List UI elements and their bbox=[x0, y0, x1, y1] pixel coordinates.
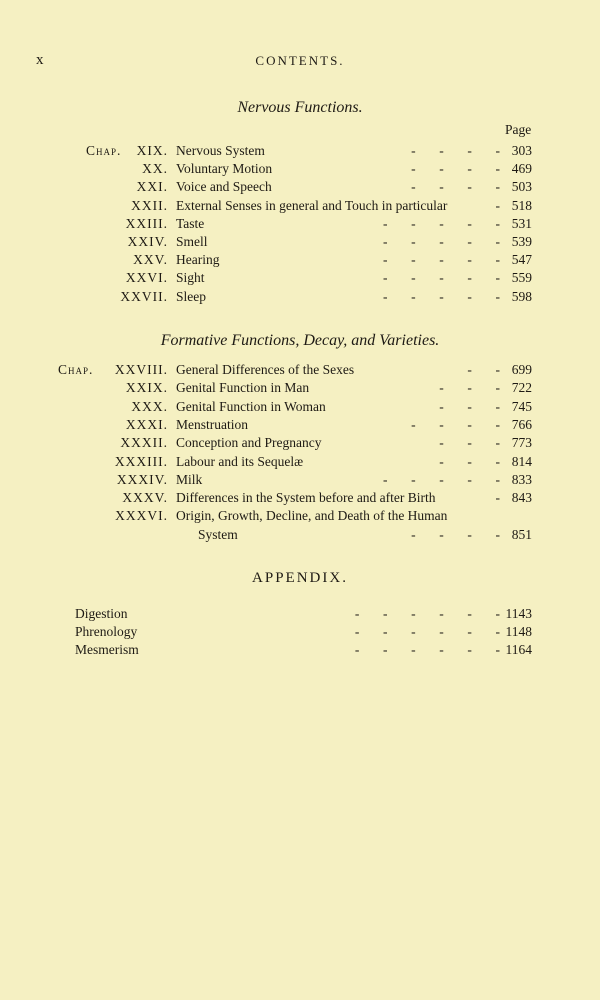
page-number: 598 bbox=[511, 288, 532, 304]
dot-leaders: - - - - - bbox=[383, 252, 500, 268]
dot-leaders: - - - bbox=[439, 380, 500, 396]
page-number: 766 bbox=[511, 416, 532, 432]
chapter-numeral: XXIX. bbox=[125, 380, 168, 396]
dot-leaders: - - - bbox=[439, 453, 500, 469]
page-number: 469 bbox=[511, 161, 532, 177]
chapter-title: Differences in the System before and after Birth bbox=[176, 490, 436, 506]
running-head: CONTENTS. bbox=[255, 53, 345, 68]
toc-entry bbox=[0, 434, 600, 452]
chapter-title: General Differences of the Sexes bbox=[176, 362, 355, 377]
appendix-title: Digestion bbox=[75, 606, 128, 621]
chapter-title: Sleep bbox=[176, 288, 206, 304]
toc-entry bbox=[0, 471, 600, 489]
chapter-title: Sight bbox=[176, 270, 205, 286]
dot-leaders: - bbox=[495, 197, 500, 213]
page-number: 699 bbox=[511, 362, 532, 377]
chapter-title: Hearing bbox=[176, 252, 220, 268]
chapter-title: External Senses in general and Touch in particular bbox=[176, 197, 448, 213]
toc-entry bbox=[0, 178, 600, 196]
dot-leaders: - - - - bbox=[411, 143, 500, 158]
dot-leaders: - - - - - bbox=[383, 270, 500, 286]
page-column-label: Page bbox=[505, 122, 532, 137]
chapter-numeral: XXV. bbox=[133, 252, 168, 268]
page-number: 303 bbox=[511, 143, 532, 158]
chapter-numeral: XXX. bbox=[131, 398, 168, 414]
dot-leaders: - - - - - bbox=[383, 215, 500, 231]
section-heading-formative: Formative Functions, Decay, and Varieties. bbox=[160, 332, 440, 349]
chapter-numeral: XXI. bbox=[136, 179, 168, 195]
chapter-abbreviation: Chap. bbox=[58, 362, 94, 377]
toc-entry bbox=[0, 160, 600, 178]
toc-entry bbox=[0, 251, 600, 269]
toc-entry bbox=[0, 507, 600, 525]
chapter-abbreviation: Chap. bbox=[86, 143, 122, 158]
page-number: 547 bbox=[511, 252, 532, 268]
dot-leaders: - - - bbox=[439, 435, 500, 451]
page-number: 843 bbox=[511, 490, 532, 506]
dot-leaders: - - - - bbox=[411, 416, 500, 432]
chapter-title: Genital Function in Man bbox=[176, 380, 310, 396]
toc-entry bbox=[0, 416, 600, 434]
chapter-title: Genital Function in Woman bbox=[176, 398, 326, 414]
chapter-numeral: XXIV. bbox=[127, 234, 168, 249]
toc-entry bbox=[0, 197, 600, 215]
page-number: 814 bbox=[511, 453, 532, 469]
toc-entry bbox=[0, 489, 600, 507]
toc-entry bbox=[0, 398, 600, 416]
chapter-numeral: XXVII. bbox=[120, 288, 168, 304]
dot-leaders: - bbox=[495, 490, 500, 506]
chapter-numeral: XIX. bbox=[136, 143, 168, 158]
page-number: 745 bbox=[511, 398, 532, 414]
chapter-numeral: XXXII. bbox=[120, 435, 168, 451]
page-number: 773 bbox=[511, 435, 532, 451]
dot-leaders: - - - - - bbox=[383, 288, 500, 304]
toc-entry bbox=[0, 142, 600, 160]
page-number: 559 bbox=[511, 270, 532, 286]
chapter-numeral: XXII. bbox=[131, 197, 168, 213]
dot-leaders: - - - bbox=[439, 398, 500, 414]
chapter-numeral: XXXIV. bbox=[116, 471, 168, 487]
chapter-numeral: XXXI. bbox=[125, 416, 168, 432]
chapter-title: Smell bbox=[176, 234, 208, 249]
page-number: 1164 bbox=[505, 642, 532, 657]
chapter-title: Milk bbox=[176, 471, 203, 487]
toc-entry bbox=[0, 453, 600, 471]
page-number: 539 bbox=[511, 234, 532, 249]
chapter-numeral: XXIII. bbox=[125, 215, 168, 231]
dot-leaders: - - - - - - bbox=[354, 642, 500, 657]
chapter-title: Voice and Speech bbox=[176, 179, 272, 195]
toc-entry bbox=[0, 233, 600, 251]
appendix-entry bbox=[0, 623, 600, 641]
chapter-title: Menstruation bbox=[176, 416, 248, 432]
appendix-entry bbox=[0, 641, 600, 659]
page-number: 518 bbox=[511, 197, 532, 213]
chapter-title: System bbox=[198, 526, 238, 542]
chapter-numeral: XXXV. bbox=[122, 490, 168, 506]
chapter-title: Conception and Pregnancy bbox=[176, 435, 322, 451]
chapter-title: Nervous System bbox=[176, 143, 265, 158]
appendix-title: Phrenology bbox=[75, 624, 138, 639]
dot-leaders: - - - - bbox=[411, 526, 500, 542]
page-folio: x bbox=[36, 52, 45, 68]
toc-entry bbox=[0, 526, 600, 544]
page-number: 722 bbox=[511, 380, 532, 396]
toc-entry bbox=[0, 379, 600, 397]
chapter-numeral: XXXVI. bbox=[115, 508, 168, 524]
dot-leaders: - - - - bbox=[411, 161, 500, 177]
section-heading-appendix: APPENDIX. bbox=[252, 570, 348, 586]
dot-leaders: - - - - - - bbox=[354, 606, 500, 621]
chapter-title: Origin, Growth, Decline, and Death of the Human bbox=[176, 508, 448, 524]
page-number: 833 bbox=[511, 471, 532, 487]
chapter-numeral: XX. bbox=[142, 161, 168, 177]
chapter-title: Labour and its Sequelæ bbox=[176, 453, 304, 469]
appendix-entry bbox=[0, 605, 600, 623]
page-number: 851 bbox=[511, 526, 532, 542]
toc-entry bbox=[0, 269, 600, 287]
chapter-numeral: XXVIII. bbox=[114, 362, 168, 377]
toc-entry bbox=[0, 361, 600, 379]
section-heading-nervous: Nervous Functions. bbox=[237, 99, 363, 116]
dot-leaders: - - - - bbox=[411, 179, 500, 195]
toc-entry bbox=[0, 215, 600, 233]
dot-leaders: - - - - - bbox=[383, 471, 500, 487]
chapter-title: Voluntary Motion bbox=[176, 161, 273, 177]
appendix-title: Mesmerism bbox=[75, 642, 139, 657]
chapter-numeral: XXXIII. bbox=[114, 453, 168, 469]
toc-entry bbox=[0, 288, 600, 306]
page-number: 1143 bbox=[505, 606, 532, 621]
page-number: 503 bbox=[511, 179, 532, 195]
chapter-title: Taste bbox=[176, 215, 205, 231]
page-number: 1148 bbox=[505, 624, 532, 639]
dot-leaders: - - - - - bbox=[383, 234, 500, 249]
dot-leaders: - - - - - - bbox=[354, 624, 500, 639]
chapter-numeral: XXVI. bbox=[125, 270, 168, 286]
dot-leaders: - - bbox=[467, 362, 500, 377]
page-number: 531 bbox=[511, 215, 532, 231]
